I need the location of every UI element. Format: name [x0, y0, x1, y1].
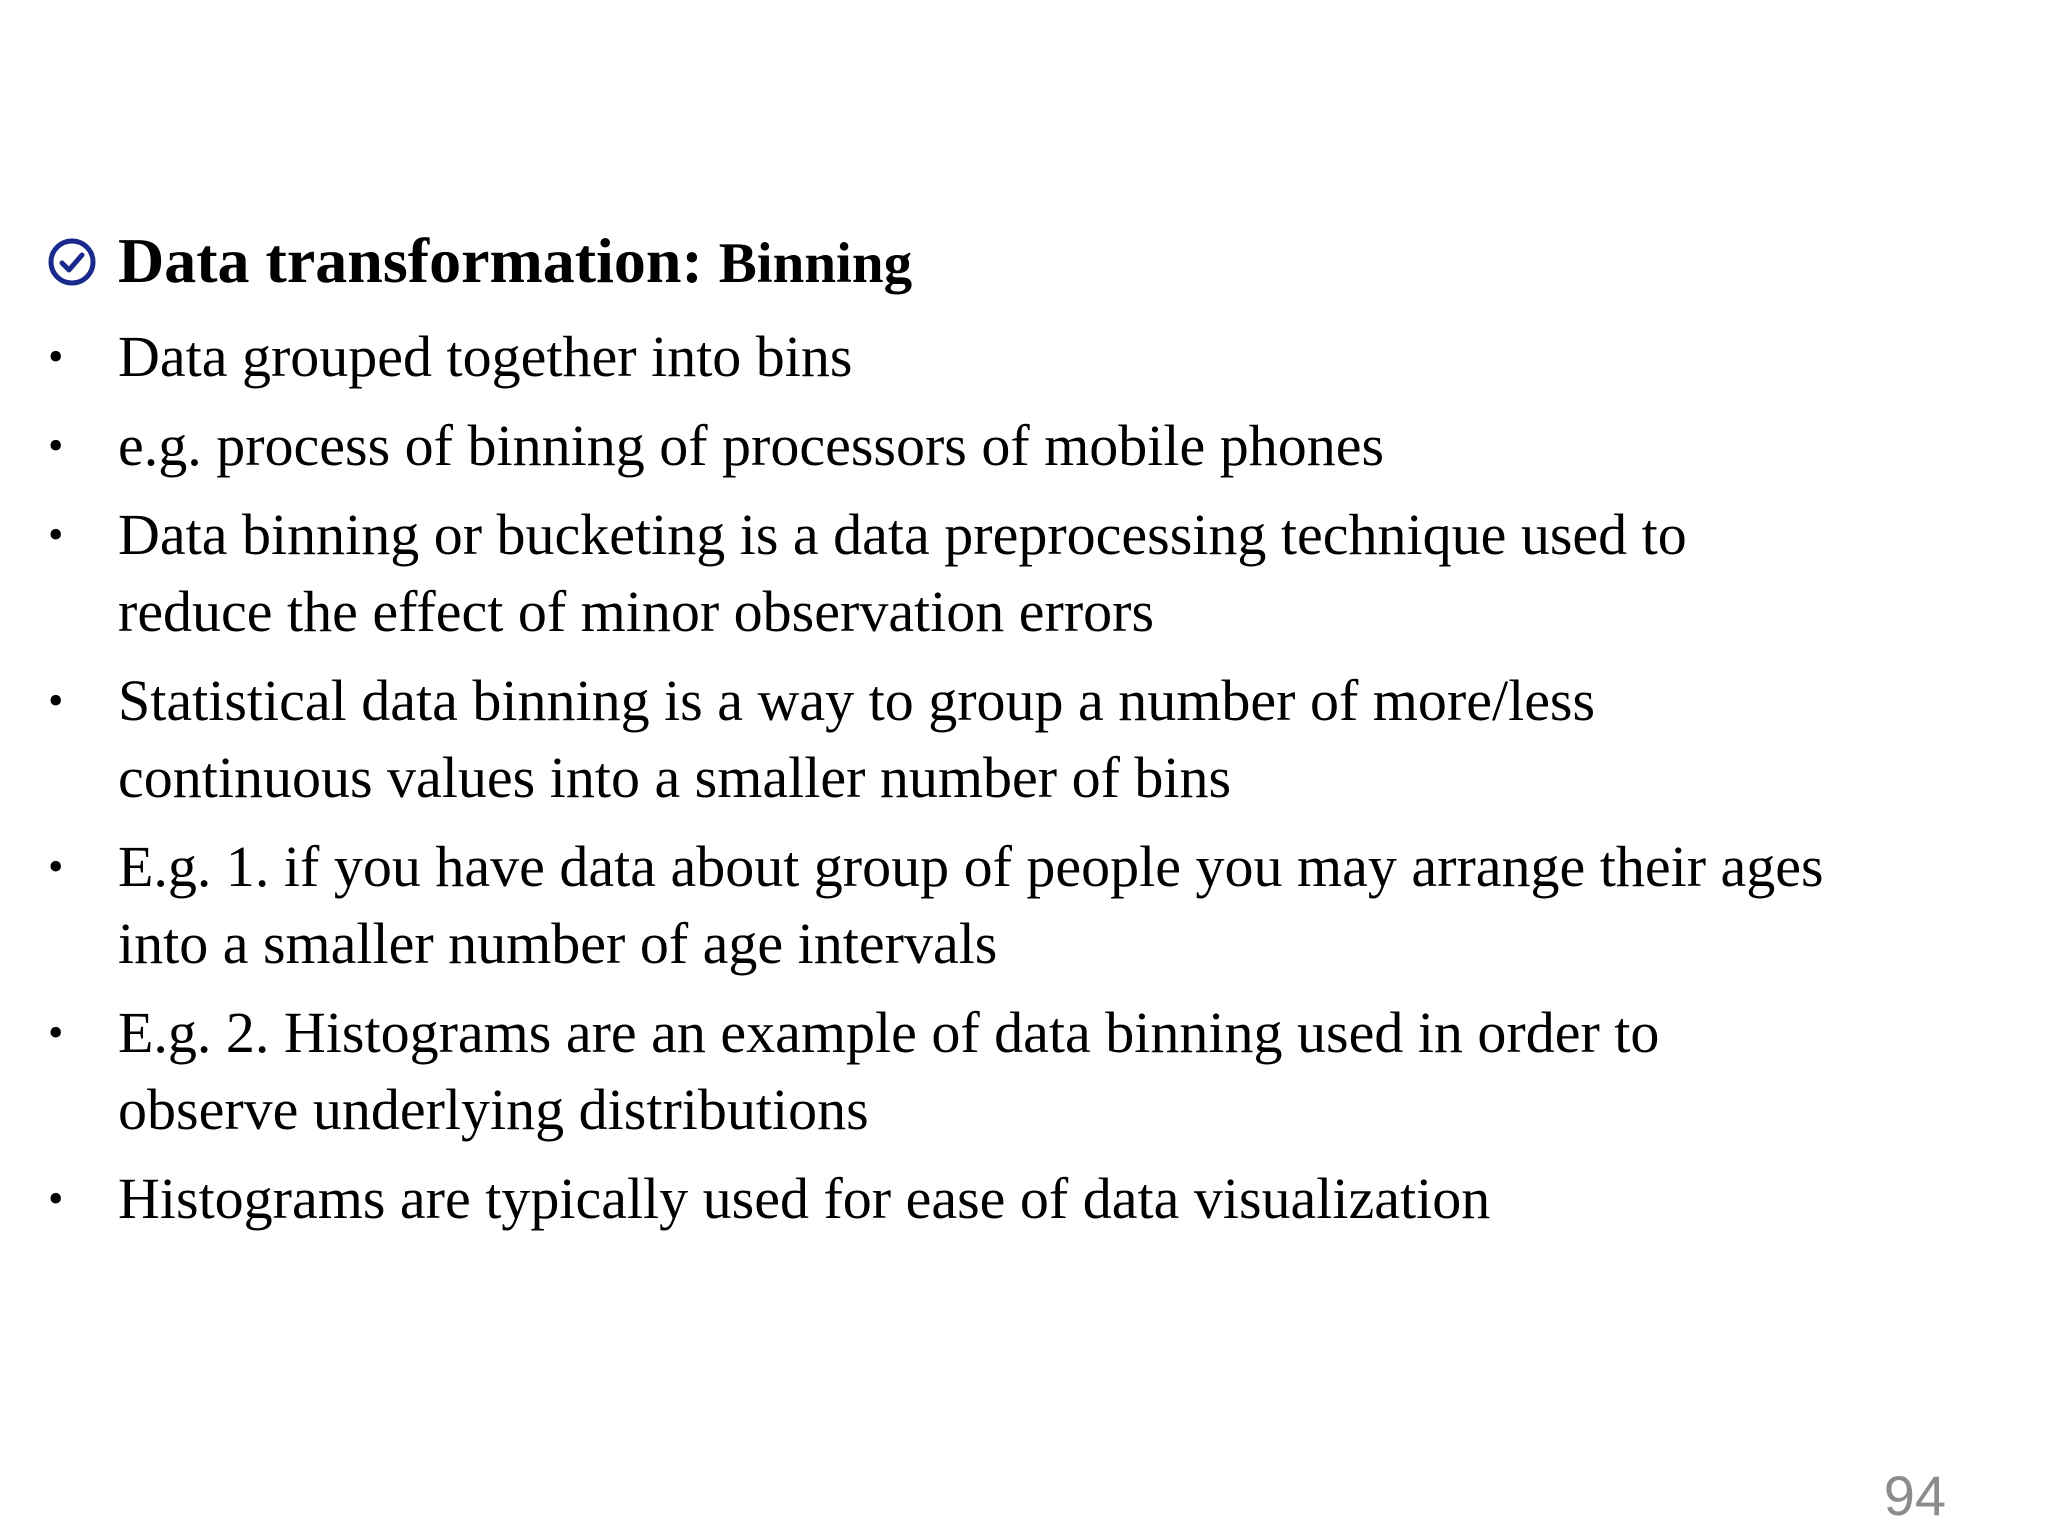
- bullet-text: Histograms are typically used for ease of data visualization: [118, 1166, 1491, 1231]
- bullet-item: [44, 828, 2034, 982]
- bullet-marker: •: [48, 1174, 64, 1223]
- bullet-item: [44, 407, 2034, 484]
- bullet-item: [44, 318, 2034, 395]
- bullet-text: Data binning or bucketing is a data preprocessing technique used to reduce the effect of minor observation errors: [118, 502, 1687, 644]
- bullet-marker: •: [48, 842, 64, 891]
- bullet-marker: •: [48, 332, 64, 381]
- bullet-marker: •: [48, 510, 64, 559]
- bullet-item: [44, 496, 2034, 650]
- heading-sub: Binning: [718, 231, 913, 295]
- bullet-text: Statistical data binning is a way to group a number of more/less continuous values into a smaller number of bins: [118, 668, 1596, 810]
- bullet-item: [44, 1160, 2034, 1237]
- heading-title: [118, 221, 912, 304]
- bullet-item: [44, 662, 2034, 816]
- bullet-marker: •: [48, 1008, 64, 1057]
- bullet-marker: •: [48, 421, 64, 470]
- check-circle-icon: [44, 234, 100, 290]
- bullet-list: [44, 318, 2034, 1249]
- bullet-marker: •: [48, 676, 64, 725]
- slide-heading: [44, 222, 912, 302]
- page-number: 94: [1883, 1464, 1946, 1527]
- heading-main: Data transformation:: [118, 224, 719, 296]
- bullet-item: [44, 994, 2034, 1148]
- bullet-text: E.g. 2. Histograms are an example of data binning used in order to observe underlying distributions: [118, 1000, 1660, 1142]
- bullet-text: e.g. process of binning of processors of mobile phones: [118, 413, 1385, 478]
- bullet-text: E.g. 1. if you have data about group of people you may arrange their ages into a smaller number of age intervals: [118, 834, 1824, 976]
- bullet-text: Data grouped together into bins: [118, 324, 853, 389]
